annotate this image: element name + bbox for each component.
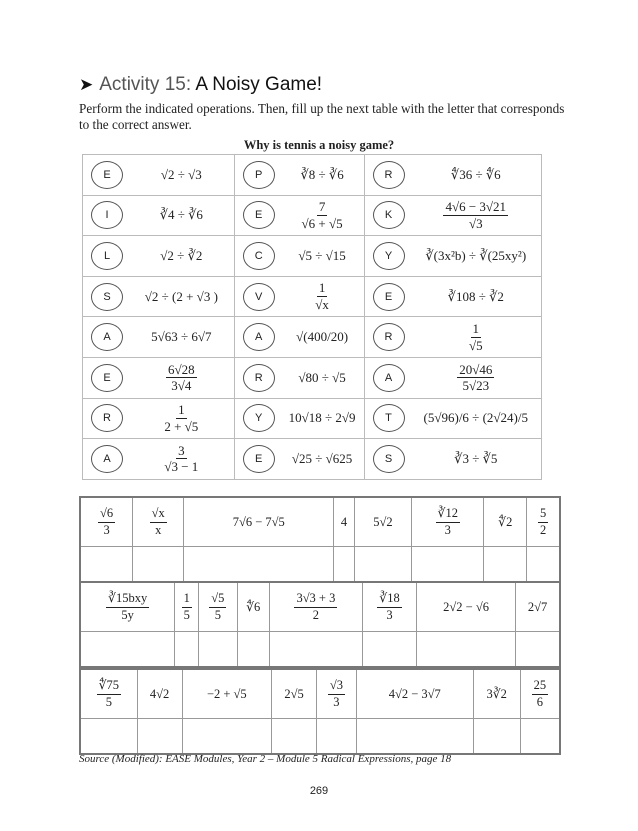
answer-letter-blank[interactable] (362, 632, 416, 668)
problem-expression (131, 399, 232, 439)
answer-value-cell (527, 497, 560, 547)
answer-letter-blank[interactable] (137, 719, 182, 755)
math-fraction (377, 592, 401, 621)
math-expression: √80 ÷ √5 (298, 369, 346, 385)
math-expression: 2√7 (527, 599, 548, 614)
problem-grid (82, 154, 542, 480)
problem-cell (83, 439, 235, 480)
fraction-denominator: √6 + √5 (301, 215, 343, 231)
letter-circle: C (243, 242, 275, 270)
fraction-denominator: √5 (468, 337, 483, 353)
letter-circle: E (373, 283, 405, 311)
answer-letter-blank[interactable] (182, 719, 272, 755)
math-expression: √5 ÷ √15 (298, 247, 346, 263)
fraction-denominator: x (155, 522, 162, 537)
letter-circle: A (91, 445, 123, 473)
math-fraction (300, 200, 345, 230)
activity-label: Activity 15: (99, 74, 192, 95)
problem-expression (131, 277, 232, 317)
problem-expression (413, 439, 539, 479)
fraction-numerator: ∛12 (436, 507, 460, 522)
math-expression: ∜36 ÷ ∜6 (450, 166, 501, 182)
math-expression: −2 + √5 (206, 686, 247, 701)
math-expression: 5√63 ÷ 6√7 (151, 329, 212, 345)
math-fraction (294, 592, 337, 621)
math-expression: √(400/20) (296, 329, 349, 345)
letter-circle: E (91, 364, 123, 392)
math-expression: 4√2 (149, 686, 170, 701)
problem-expression (413, 196, 539, 236)
grid-row (83, 439, 542, 480)
answer-value-cell (199, 582, 237, 632)
fraction-denominator: 5 (105, 694, 112, 709)
answer-values-row (80, 582, 560, 632)
fraction-numerator: 1 (182, 592, 192, 607)
answer-letter-blank[interactable] (237, 632, 269, 668)
letter-circle: I (91, 201, 123, 229)
problem-expression (413, 317, 539, 357)
fraction-numerator: ∛15bxy (106, 592, 149, 607)
fraction-numerator: 1 (178, 402, 185, 418)
fraction-denominator: √x (315, 297, 329, 313)
letter-circle: Y (243, 404, 275, 432)
activity-heading (79, 74, 322, 96)
problem-cell (83, 155, 235, 196)
math-fraction (97, 679, 121, 708)
fraction-denominator: 2 (539, 522, 547, 537)
math-expression: ∛4 ÷ ∛6 (159, 207, 203, 223)
fraction-denominator: 5√23 (462, 378, 490, 394)
math-expression: √2 ÷ ∛2 (160, 247, 203, 263)
fraction-numerator: 20√46 (459, 361, 493, 377)
problem-expression (131, 155, 232, 195)
problem-cell (83, 317, 235, 358)
math-fraction (538, 507, 548, 536)
fraction-numerator: √x (150, 507, 167, 522)
problem-expression (413, 277, 539, 317)
problem-expression (131, 317, 232, 357)
fraction-numerator: 5 (538, 507, 548, 522)
answer-letter-blank[interactable] (272, 719, 317, 755)
grid-row (83, 317, 542, 358)
answer-value-cell (80, 582, 175, 632)
math-expression: √2 ÷ √3 (160, 166, 202, 182)
problem-cell (234, 439, 364, 480)
math-expression: ∜6 (246, 600, 261, 614)
problem-expression (283, 236, 362, 276)
fraction-denominator: 3 (103, 522, 110, 537)
problem-expression (413, 358, 539, 398)
problem-cell (364, 439, 541, 480)
fraction-numerator: √3 (328, 679, 345, 694)
fraction-denominator: 5 (214, 607, 221, 622)
math-fraction (98, 507, 115, 536)
problem-expression (131, 439, 232, 479)
grid-row (83, 357, 542, 398)
page-number: 269 (309, 785, 329, 797)
answer-letter-blank[interactable] (412, 547, 484, 583)
problem-cell (364, 317, 541, 358)
problem-cell (364, 155, 541, 196)
answer-value-cell (175, 582, 199, 632)
answer-value-cell (272, 669, 317, 719)
grid-row (83, 155, 542, 196)
fraction-numerator: ∜75 (97, 679, 121, 694)
math-expression: 10√18 ÷ 2√9 (288, 410, 356, 426)
puzzle-question: Why is tennis a noisy game? (243, 138, 395, 152)
fraction-numerator: 3√3 + 3 (294, 592, 337, 607)
problem-expression (131, 236, 232, 276)
problem-cell (364, 276, 541, 317)
problem-cell (83, 236, 235, 277)
problem-expression (283, 277, 362, 317)
answer-letter-blank[interactable] (520, 719, 560, 755)
math-fraction (532, 679, 549, 708)
fraction-numerator: 25 (532, 679, 549, 694)
problem-expression (413, 155, 539, 195)
answer-letter-blank[interactable] (356, 719, 473, 755)
problem-cell (83, 195, 235, 236)
fraction-numerator: 3 (178, 442, 185, 458)
fraction-numerator: ∛18 (377, 592, 401, 607)
fraction-numerator: 4√6 − 3√21 (445, 199, 507, 215)
problem-cell (364, 195, 541, 236)
math-fraction (467, 322, 485, 352)
fraction-numerator: 1 (472, 321, 479, 337)
letter-circle: E (243, 445, 275, 473)
fraction-denominator: 6 (536, 694, 544, 709)
math-expression: 2√2 − √6 (443, 599, 489, 614)
answer-letter-blank[interactable] (527, 547, 560, 583)
answer-letter-blank[interactable] (80, 547, 133, 583)
math-expression: √25 ÷ √625 (291, 450, 353, 466)
problem-expression (283, 155, 362, 195)
grid-row (83, 195, 542, 236)
problem-cell (364, 398, 541, 439)
letter-circle: R (373, 323, 405, 351)
fraction-denominator: 5y (121, 607, 134, 622)
letter-circle: A (373, 364, 405, 392)
problem-cell (83, 357, 235, 398)
problem-cell (364, 357, 541, 398)
answer-letter-blank[interactable] (316, 719, 356, 755)
answer-table-1 (79, 496, 561, 583)
problem-expression (283, 439, 362, 479)
problem-expression (283, 358, 362, 398)
answer-letter-blank[interactable] (473, 719, 520, 755)
problem-cell (234, 317, 364, 358)
math-expression: 4 (340, 514, 348, 529)
answer-value-cell (354, 497, 412, 547)
answer-value-cell (133, 497, 184, 547)
problem-cell (234, 236, 364, 277)
answer-values-row (80, 497, 560, 547)
answer-value-cell (137, 669, 182, 719)
math-expression: ∛108 ÷ ∛2 (447, 288, 504, 304)
math-fraction (166, 363, 197, 393)
math-fraction (443, 200, 508, 230)
fraction-denominator: √3 (468, 215, 483, 231)
grid-row (83, 398, 542, 439)
arrow-icon: ➤ (79, 75, 94, 94)
activity-title: A Noisy Game! (195, 74, 323, 95)
fraction-denominator: 3√4 (171, 378, 192, 394)
answer-letter-blank[interactable] (184, 547, 334, 583)
problem-expression (131, 196, 232, 236)
answer-values-row (80, 669, 560, 719)
answer-value-cell (412, 497, 484, 547)
problem-cell (83, 276, 235, 317)
math-fraction (106, 592, 149, 621)
answer-letter-blank[interactable] (133, 547, 184, 583)
math-expression: ∛(3x²b) ÷ ∛(25xy²) (425, 247, 527, 263)
math-expression: ∛8 ÷ ∛6 (300, 166, 344, 182)
answer-value-cell (316, 669, 356, 719)
math-fraction (436, 507, 460, 536)
fraction-numerator: 7 (318, 199, 326, 215)
problem-expression (413, 399, 539, 439)
problem-expression (131, 358, 232, 398)
answer-letters-row (80, 547, 560, 583)
answer-value-cell (237, 582, 269, 632)
answer-letter-blank[interactable] (516, 632, 560, 668)
problem-cell (364, 236, 541, 277)
answer-table-3 (79, 668, 561, 755)
math-fraction (328, 679, 345, 708)
letter-circle: R (91, 404, 123, 432)
grid-row (83, 236, 542, 277)
answer-letter-blank[interactable] (354, 547, 412, 583)
instructions: Perform the indicated operations. Then, fill up the next table with the letter that corresponds to the correct answer. (79, 101, 565, 132)
letter-circle: V (243, 283, 275, 311)
source-citation: Source (Modified): EASE Modules, Year 2 – Module 5 Radical Expressions, page 18 (79, 753, 452, 765)
math-expression: √2 ÷ (2 + √3 ) (144, 288, 218, 304)
math-fraction (162, 444, 200, 474)
fraction-denominator: 5 (183, 607, 190, 622)
answer-letters-row (80, 719, 560, 755)
fraction-denominator: 3 (444, 522, 451, 537)
answer-value-cell (334, 497, 354, 547)
math-expression: (5√96)/6 ÷ (2√24)/5 (423, 410, 528, 426)
math-fraction (209, 592, 226, 621)
problem-cell (234, 357, 364, 398)
answer-letter-blank[interactable] (80, 719, 137, 755)
letter-circle: A (243, 323, 275, 351)
answer-value-cell (184, 497, 334, 547)
fraction-denominator: 3 (386, 607, 393, 622)
fraction-numerator: 6√28 (168, 361, 195, 377)
math-fraction (313, 281, 331, 311)
answer-value-cell (80, 669, 137, 719)
problem-cell (234, 155, 364, 196)
fraction-numerator: √6 (98, 507, 115, 522)
math-expression: 4√2 − 3√7 (388, 686, 441, 701)
letter-circle: S (373, 445, 405, 473)
answer-value-cell (484, 497, 527, 547)
fraction-denominator: 2 + √5 (164, 418, 199, 434)
answer-letters-row (80, 632, 560, 668)
answer-value-cell (516, 582, 560, 632)
problem-expression (283, 317, 362, 357)
math-expression: 3∛2 (486, 687, 507, 701)
problem-cell (234, 195, 364, 236)
answer-value-cell (416, 582, 515, 632)
letter-circle: R (373, 161, 405, 189)
letter-circle: R (243, 364, 275, 392)
answer-value-cell (362, 582, 416, 632)
letter-circle: Y (373, 242, 405, 270)
fraction-denominator: 3 (333, 694, 340, 709)
letter-circle: S (91, 283, 123, 311)
math-fraction (162, 403, 200, 433)
answer-value-cell (356, 669, 473, 719)
answer-value-cell (520, 669, 560, 719)
answer-letter-blank[interactable] (334, 547, 354, 583)
letter-circle: P (243, 161, 275, 189)
problem-cell (83, 398, 235, 439)
math-fraction (457, 363, 494, 393)
problem-expression (413, 236, 539, 276)
letter-circle: T (373, 404, 405, 432)
letter-circle: E (91, 161, 123, 189)
answer-value-cell (473, 669, 520, 719)
grid-row (83, 276, 542, 317)
math-expression: 2√5 (284, 686, 304, 701)
answer-value-cell (269, 582, 362, 632)
math-expression: 5√2 (373, 514, 393, 529)
fraction-numerator: √5 (209, 592, 226, 607)
answer-letter-blank[interactable] (484, 547, 527, 583)
answer-value-cell (80, 497, 133, 547)
fraction-numerator: 1 (318, 280, 326, 296)
answer-letter-blank[interactable] (269, 632, 362, 668)
letter-circle: L (91, 242, 123, 270)
problem-expression (283, 399, 362, 439)
problem-cell (234, 276, 364, 317)
math-fraction (150, 507, 167, 536)
answer-letter-blank[interactable] (416, 632, 515, 668)
answer-letter-blank[interactable] (175, 632, 199, 668)
problem-expression (283, 196, 362, 236)
answer-table-2 (79, 581, 561, 668)
fraction-denominator: √3 − 1 (164, 459, 199, 475)
answer-letter-blank[interactable] (199, 632, 237, 668)
letter-circle: E (243, 201, 275, 229)
problem-cell (234, 398, 364, 439)
letter-circle: A (91, 323, 123, 351)
math-fraction (182, 592, 192, 621)
fraction-denominator: 2 (312, 607, 320, 622)
letter-circle: K (373, 201, 405, 229)
math-expression: ∛3 ÷ ∛5 (454, 450, 498, 466)
answer-letter-blank[interactable] (80, 632, 175, 668)
math-expression: 7√6 − 7√5 (232, 514, 285, 529)
math-expression: ∜2 (498, 515, 513, 529)
answer-value-cell (182, 669, 272, 719)
